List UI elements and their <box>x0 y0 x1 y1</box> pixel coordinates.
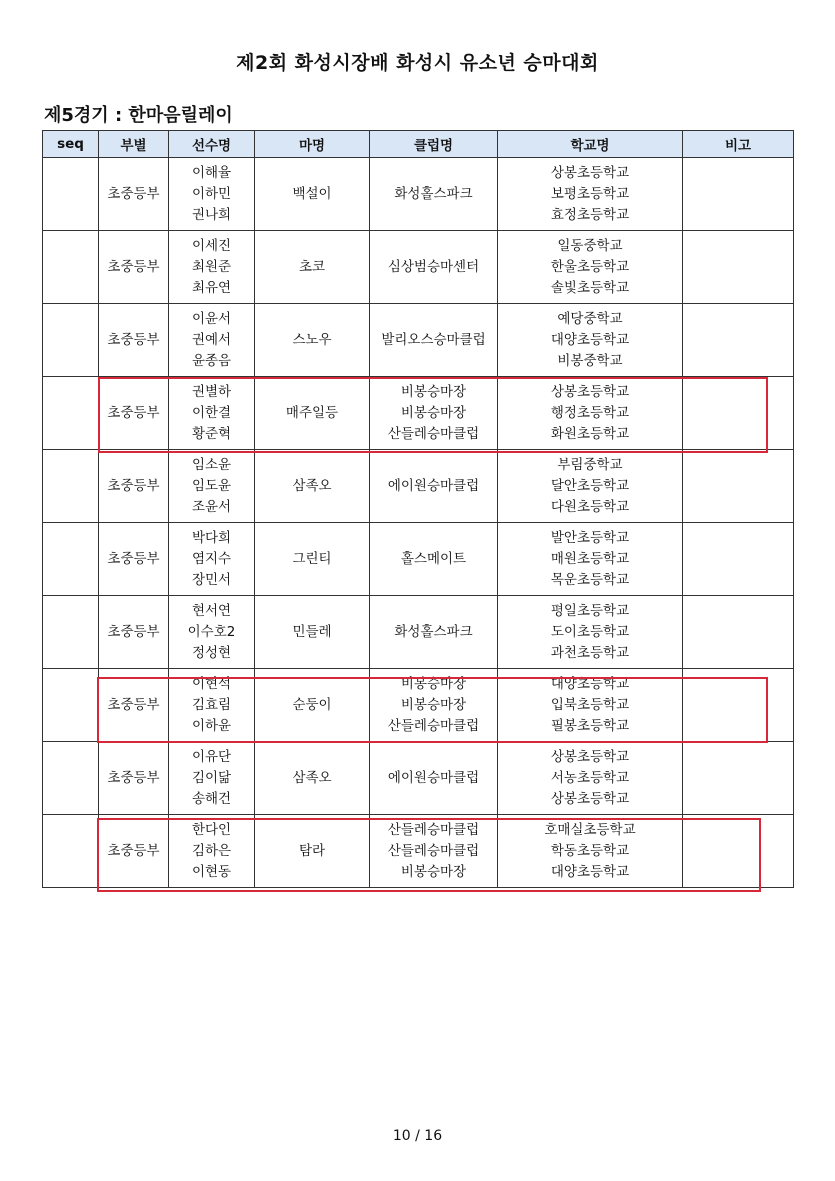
club-name: 산들레승마클럽 <box>387 425 480 442</box>
division-cell: 초중등부 <box>99 742 169 815</box>
school-name: 목운초등학교 <box>550 571 630 588</box>
rider-name: 김효림 <box>191 696 232 713</box>
riders-cell <box>169 523 255 596</box>
horse-cell: 백설이 <box>255 158 370 231</box>
table-row <box>43 669 794 742</box>
schools-cell <box>498 450 683 523</box>
clubs-cell <box>370 669 498 742</box>
schools-cell <box>498 669 683 742</box>
riders-cell <box>169 231 255 304</box>
table-row <box>43 304 794 377</box>
riders-cell <box>169 158 255 231</box>
seq-cell <box>43 304 99 377</box>
school-name: 필봉초등학교 <box>550 717 630 734</box>
club-name: 비봉승마장 <box>400 383 467 400</box>
schools-cell <box>498 158 683 231</box>
club-name: 산들레승마클럽 <box>387 842 480 859</box>
horse-cell: 초코 <box>255 231 370 304</box>
horse-cell: 삼족오 <box>255 450 370 523</box>
clubs-cell <box>370 523 498 596</box>
riders-cell <box>169 742 255 815</box>
horse-cell: 삼족오 <box>255 742 370 815</box>
seq-cell <box>43 669 99 742</box>
rider-name: 권예서 <box>191 331 232 348</box>
school-name: 솔빛초등학교 <box>550 279 630 296</box>
seq-cell <box>43 158 99 231</box>
schools-cell <box>498 742 683 815</box>
table-header-row <box>43 131 794 158</box>
division-cell: 초중등부 <box>99 669 169 742</box>
table-row <box>43 742 794 815</box>
club-name: 비봉승마장 <box>400 675 467 692</box>
school-name: 한울초등학교 <box>550 258 630 275</box>
rider-name: 황준혁 <box>191 425 232 442</box>
club-name: 비봉승마장 <box>400 404 467 421</box>
rider-name: 김이닮 <box>191 769 232 786</box>
school-name: 도이초등학교 <box>550 623 630 640</box>
rider-name: 박다희 <box>191 529 232 546</box>
rider-name: 이하민 <box>191 185 232 202</box>
club-name: 에이원승마클럽 <box>387 769 480 786</box>
header-club: 클럽명 <box>370 131 498 158</box>
riders-cell <box>169 669 255 742</box>
rider-name: 정성현 <box>191 644 232 661</box>
table-row <box>43 596 794 669</box>
note-cell <box>683 304 794 377</box>
division-cell: 초중등부 <box>99 450 169 523</box>
riders-cell <box>169 377 255 450</box>
rider-name: 이현동 <box>191 863 232 880</box>
division-cell: 초중등부 <box>99 304 169 377</box>
seq-cell <box>43 231 99 304</box>
division-cell: 초중등부 <box>99 596 169 669</box>
note-cell <box>683 742 794 815</box>
school-name: 서농초등학교 <box>550 769 630 786</box>
rider-name: 김하은 <box>191 842 232 859</box>
page-number: 10 / 16 <box>392 1128 443 1144</box>
club-name: 심상범승마센터 <box>387 258 480 275</box>
clubs-cell <box>370 304 498 377</box>
school-name: 일동중학교 <box>557 237 623 254</box>
school-name: 보평초등학교 <box>550 185 630 202</box>
rider-name: 이해율 <box>191 164 232 181</box>
note-cell <box>683 231 794 304</box>
riders-cell <box>169 450 255 523</box>
note-cell <box>683 377 794 450</box>
note-cell <box>683 596 794 669</box>
rider-name: 최원준 <box>191 258 232 275</box>
rider-name: 이세진 <box>191 237 232 254</box>
school-name: 대양초등학교 <box>550 331 630 348</box>
horse-cell: 스노우 <box>255 304 370 377</box>
school-name: 과천초등학교 <box>550 644 630 661</box>
school-name: 대양초등학교 <box>550 675 630 692</box>
schools-cell <box>498 815 683 888</box>
table-row <box>43 815 794 888</box>
page-title: 제2회 화성시장배 화성시 유소년 승마대회 <box>236 52 599 74</box>
rider-name: 이유단 <box>191 748 232 765</box>
schools-cell <box>498 304 683 377</box>
riders-cell <box>169 304 255 377</box>
rider-name: 이현석 <box>191 675 232 692</box>
school-name: 상봉초등학교 <box>550 164 630 181</box>
rider-name: 임도윤 <box>191 477 232 494</box>
schools-cell <box>498 523 683 596</box>
division-cell: 초중등부 <box>99 158 169 231</box>
horse-cell: 매주일등 <box>255 377 370 450</box>
note-cell <box>683 815 794 888</box>
seq-cell <box>43 815 99 888</box>
note-cell <box>683 450 794 523</box>
school-name: 상봉초등학교 <box>550 383 630 400</box>
seq-cell <box>43 450 99 523</box>
horse-cell: 그린티 <box>255 523 370 596</box>
school-name: 입북초등학교 <box>550 696 630 713</box>
clubs-cell <box>370 596 498 669</box>
school-name: 예당중학교 <box>557 310 623 327</box>
seq-cell <box>43 523 99 596</box>
rider-name: 권별하 <box>191 383 232 400</box>
school-name: 비봉중학교 <box>557 352 623 369</box>
horse-cell: 민들레 <box>255 596 370 669</box>
header-school: 학교명 <box>498 131 683 158</box>
club-name: 발리오스승마클럽 <box>381 331 486 348</box>
rider-name: 현서연 <box>191 602 232 619</box>
clubs-cell <box>370 377 498 450</box>
school-name: 행정초등학교 <box>550 404 630 421</box>
horse-cell: 순둥이 <box>255 669 370 742</box>
rider-name: 염지수 <box>191 550 232 567</box>
school-name: 대양초등학교 <box>550 863 630 880</box>
header-rider: 선수명 <box>169 131 255 158</box>
rider-name: 최유연 <box>191 279 232 296</box>
header-seq: seq <box>43 131 99 158</box>
club-name: 산들레승마클럽 <box>387 821 480 838</box>
note-cell <box>683 523 794 596</box>
club-name: 비봉승마장 <box>400 696 467 713</box>
school-name: 매원초등학교 <box>550 550 630 567</box>
school-name: 부림중학교 <box>557 456 623 473</box>
school-name: 발안초등학교 <box>550 529 630 546</box>
riders-cell <box>169 596 255 669</box>
horse-cell: 탐라 <box>255 815 370 888</box>
school-name: 평일초등학교 <box>550 602 630 619</box>
school-name: 효정초등학교 <box>550 206 630 223</box>
clubs-cell <box>370 450 498 523</box>
rider-name: 임소윤 <box>191 456 232 473</box>
school-name: 다원초등학교 <box>550 498 630 515</box>
schools-cell <box>498 377 683 450</box>
school-name: 화원초등학교 <box>550 425 630 442</box>
table-row <box>43 450 794 523</box>
note-cell <box>683 158 794 231</box>
seq-cell <box>43 377 99 450</box>
school-name: 호매실초등학교 <box>544 821 636 838</box>
schools-cell <box>498 596 683 669</box>
division-cell: 초중등부 <box>99 377 169 450</box>
table-row <box>43 231 794 304</box>
header-division: 부별 <box>99 131 169 158</box>
rider-name: 이수호2 <box>187 623 236 640</box>
club-name: 화성홀스파크 <box>394 185 473 202</box>
school-name: 상봉초등학교 <box>550 748 630 765</box>
rider-name: 한다인 <box>191 821 232 838</box>
seq-cell <box>43 742 99 815</box>
division-cell: 초중등부 <box>99 523 169 596</box>
schools-cell <box>498 231 683 304</box>
club-name: 비봉승마장 <box>400 863 467 880</box>
table-row <box>43 158 794 231</box>
seq-cell <box>43 596 99 669</box>
header-horse: 마명 <box>255 131 370 158</box>
clubs-cell <box>370 815 498 888</box>
clubs-cell <box>370 231 498 304</box>
rider-name: 송해건 <box>191 790 232 807</box>
club-name: 에이원승마클럽 <box>387 477 480 494</box>
rider-name: 이하윤 <box>191 717 232 734</box>
division-cell: 초중등부 <box>99 815 169 888</box>
clubs-cell <box>370 742 498 815</box>
rider-name: 이윤서 <box>191 310 232 327</box>
table-row <box>43 377 794 450</box>
roster-table <box>42 130 794 888</box>
school-name: 달안초등학교 <box>550 477 630 494</box>
school-name: 학동초등학교 <box>550 842 630 859</box>
division-cell: 초중등부 <box>99 231 169 304</box>
club-name: 화성홀스파크 <box>394 623 473 640</box>
club-name: 홀스메이트 <box>400 550 467 567</box>
event-subtitle: 제5경기 : 한마음릴레이 <box>44 105 233 126</box>
rider-name: 장민서 <box>191 571 232 588</box>
rider-name: 조윤서 <box>191 498 232 515</box>
note-cell <box>683 669 794 742</box>
rider-name: 권나희 <box>191 206 232 223</box>
header-note: 비고 <box>683 131 794 158</box>
clubs-cell <box>370 158 498 231</box>
rider-name: 이한결 <box>191 404 232 421</box>
rider-name: 윤종음 <box>191 352 232 369</box>
riders-cell <box>169 815 255 888</box>
club-name: 산들레승마클럽 <box>387 717 480 734</box>
school-name: 상봉초등학교 <box>550 790 630 807</box>
table-row <box>43 523 794 596</box>
